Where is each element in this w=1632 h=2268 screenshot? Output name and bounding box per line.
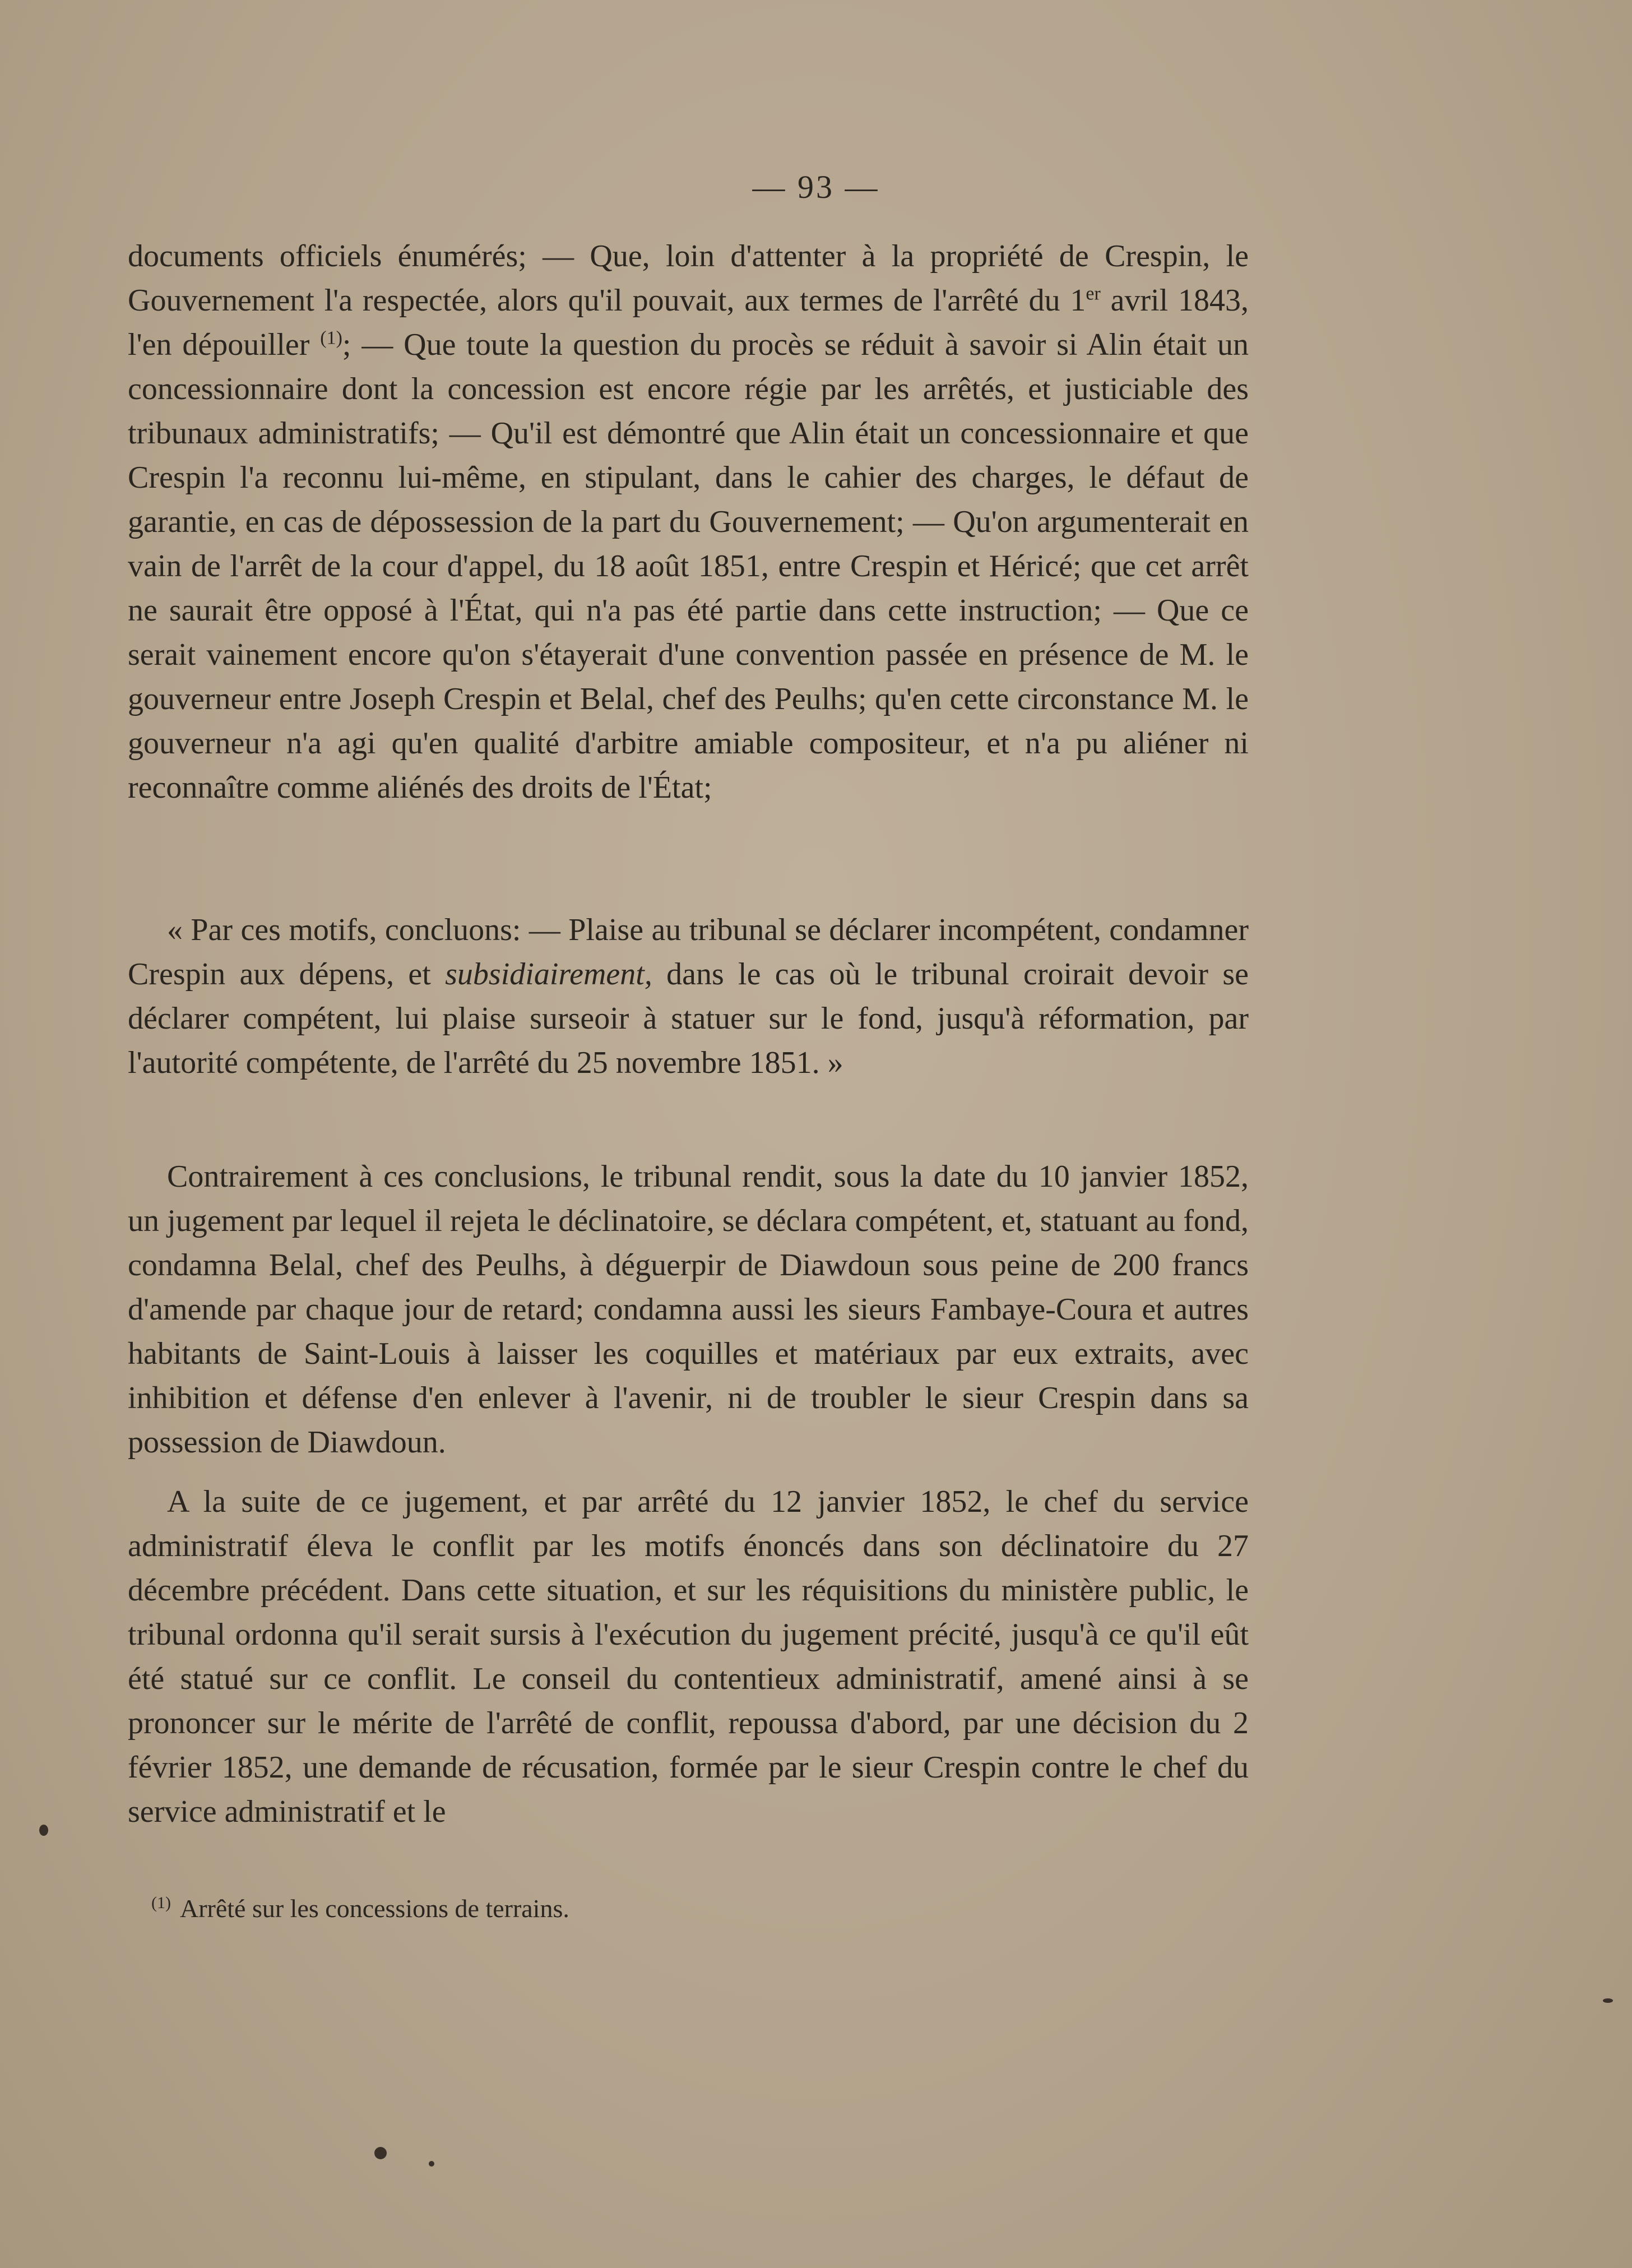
footnote xyxy=(151,1892,1216,1926)
paragraph-3 xyxy=(128,1155,1249,1465)
footnote-reference: (1) xyxy=(320,327,342,349)
paragraph-4 xyxy=(128,1480,1249,1834)
paragraph-4-text: A la suite de ce jugement, et par arrêté du 12 janvier 1852, le chef du service administratif éleva le conflit par les motifs énoncés dans son déclinatoire du 27 décembre précédent. Dans cette situation, et sur les réquisitions du ministère public, le tribunal ordonna qu'il serait sursis à l'exécution du jugement précité, jusqu'à ce qu'il eût été statué sur ce conflit. Le conseil du contentieux administratif, amené ainsi à se prononcer sur le mérite de l'arrêté de conflit, repoussa d'abord, par une décision du 2 février 1852, une demande de récusation, formée par le sieur Crespin contre le chef du service administratif et le xyxy=(128,1484,1249,1829)
paragraph-1-text-c: ; — Que toute la question du procès se réduit à savoir si Alin était un concessionnaire dont la concession est encore régie par les arrêtés, et justiciable des tribunaux administratifs; — Qu'il est démontré que Alin était un concessionnaire et que Crespin l'a reconnu lui-même, en stipulant, dans le cahier des charges, le défaut de garantie, en cas de dépossession de la part du Gouvernement; — Qu'on argumenterait en vain de l'arrêt de la cour d'appel, du 18 août 1851, entre Crespin et Héricé; que cet arrêt ne saurait être opposé à l'État, qui n'a pas été partie dans cette instruction; — Que ce serait vainement encore qu'on s'étayerait d'une convention passée en présence de M. le gouverneur entre Joseph Crespin et Belal, chef des Peulhs; qu'en cette circonstance M. le gouverneur n'a agi qu'en qualité d'arbitre amiable compositeur, et n'a pu aliéner ni reconnaître comme aliénés des droits de l'État; xyxy=(128,327,1249,805)
paragraph-2-conclusions xyxy=(128,908,1249,1085)
paragraph-2-text-a: « Par ces motifs, concluons: — Plaise au tribunal se déclarer incompétent, condamner Crespin aux dépens, et xyxy=(128,913,1249,992)
paragraph-1-text-b: avril 1843, l'en dépouiller xyxy=(128,283,1249,362)
ink-speck xyxy=(1603,1998,1613,2003)
ink-speck xyxy=(374,2147,387,2159)
paragraph-1 xyxy=(128,234,1249,810)
paragraph-2-text-b: dans le cas où le tribunal croirait devoir se déclarer compétent, lui plaise surseoir à statuer sur le fond, jusqu'à réformation, par l'autorité compétente, de l'arrêté du 25 novembre 1851. » xyxy=(128,957,1249,1080)
page-number: — 93 — xyxy=(752,169,880,205)
ink-speck xyxy=(39,1825,48,1836)
footnote-mark: (1) xyxy=(151,1893,171,1912)
paragraph-2-italic: subsidiairement, xyxy=(445,957,652,992)
ink-speck xyxy=(429,2161,434,2167)
ordinal-superscript: er xyxy=(1086,283,1101,304)
paragraph-1-text-a: documents officiels énumérés; — Que, loin d'attenter à la propriété de Crespin, le Gouvernement l'a respectée, alors qu'il pouvait, aux termes de l'arrêté du 1 xyxy=(128,239,1249,318)
footnote-text: Arrêté sur les concessions de terrains. xyxy=(179,1894,569,1923)
paragraph-3-text: Contrairement à ces conclusions, le tribunal rendit, sous la date du 10 janvier 1852, un jugement par lequel il rejeta le déclinatoire, se déclara compétent, et, statuant au fond, condamna Belal, chef des Peulhs, à déguerpir de Diawdoun sous peine de 200 francs d'amende par chaque jour de retard; condamna aussi les sieurs Fambaye-Coura et autres habitants de Saint-Louis à laisser les coquilles et matériaux par eux extraits, avec inhibition et défense d'en enlever à l'avenir, ni de troubler le sieur Crespin dans sa possession de Diawdoun. xyxy=(128,1159,1249,1460)
